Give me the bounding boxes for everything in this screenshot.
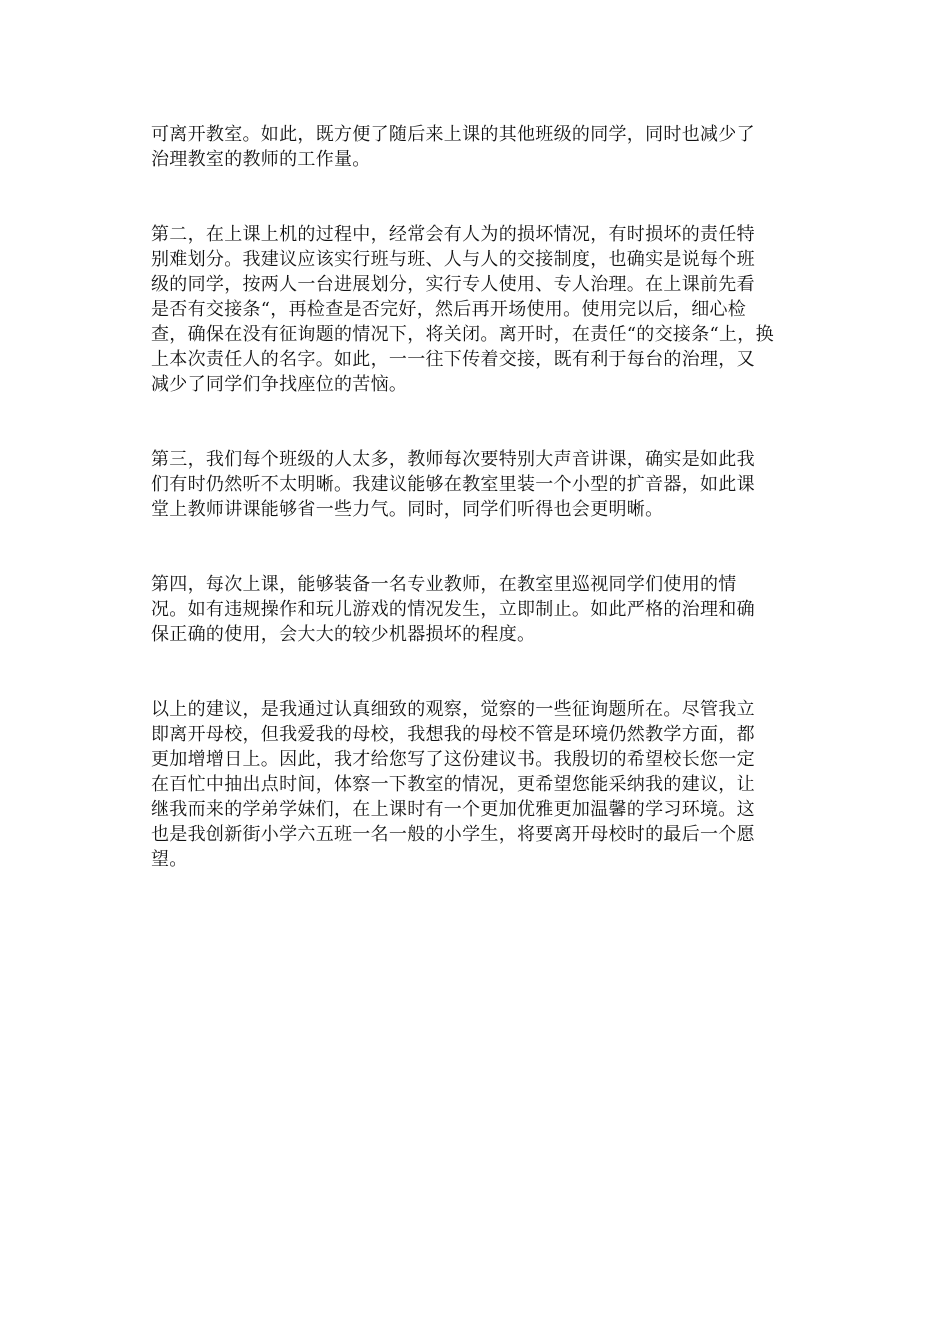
text-line: 减少了同学们争找座位的苦恼。 — [151, 374, 408, 395]
text-line: 即离开母校，但我爱我的母校，我想我的母校不管是环境仍然教学方面，都 — [151, 724, 755, 745]
text-line: 级的同学，按两人一台进展划分，实行专人使用、专人治理。在上课前先看 — [151, 274, 755, 295]
text-line: 第二，在上课上机的过程中，经常会有人为的损坏情况，有时损坏的责任特 — [151, 224, 755, 245]
text-line: 望。 — [151, 849, 188, 870]
text-line: 第四，每次上课，能够装备一名专业教师，在教室里巡视同学们使用的情 — [151, 574, 737, 595]
paragraph-spacer — [151, 647, 801, 697]
text-line: 更加增增日上。因此，我才给您写了这份建议书。我殷切的希望校长您一定 — [151, 749, 755, 770]
paragraph-second — [151, 222, 801, 397]
text-line: 可离开教室。如此，既方便了随后来上课的其他班级的同学，同时也减少了 — [151, 124, 755, 145]
paragraph-spacer — [151, 522, 801, 572]
text-line: 况。如有违规操作和玩儿游戏的情况发生，立即制止。如此严格的治理和确 — [151, 599, 755, 620]
text-line: 继我而来的学弟学妹们，在上课时有一个更加优雅更加温馨的学习环境。这 — [151, 799, 755, 820]
text-line: 治理教室的教师的工作量。 — [151, 149, 371, 170]
text-line: 是否有交接条“，再检查是否完好，然后再开场使用。使用完以后，细心检 — [151, 299, 747, 320]
paragraph-conclusion — [151, 697, 801, 872]
paragraph-third — [151, 447, 801, 522]
paragraph-spacer — [151, 172, 801, 222]
document-body — [151, 122, 801, 872]
text-line: 保正确的使用，会大大的较少机器损坏的程度。 — [151, 624, 536, 645]
text-line: 以上的建议，是我通过认真细致的观察，觉察的一些征询题所在。尽管我立 — [151, 699, 755, 720]
paragraph-continuation — [151, 122, 801, 172]
text-line: 们有时仍然听不太明晰。我建议能够在教室里装一个小型的扩音器，如此课 — [151, 474, 755, 495]
text-line: 也是我创新街小学六五班一名一般的小学生，将要离开母校时的最后一个愿 — [151, 824, 755, 845]
text-line: 在百忙中抽出点时间，体察一下教室的情况，更希望您能采纳我的建议，让 — [151, 774, 755, 795]
paragraph-fourth — [151, 572, 801, 647]
text-line: 上本次责任人的名字。如此，一一往下传着交接，既有利于每台的治理，又 — [151, 349, 755, 370]
text-line: 查，确保在没有征询题的情况下，将关闭。离开时，在责任“的交接条“上，换 — [151, 324, 774, 345]
paragraph-spacer — [151, 397, 801, 447]
text-line: 别难划分。我建议应该实行班与班、人与人的交接制度，也确实是说每个班 — [151, 249, 755, 270]
text-line: 堂上教师讲课能够省一些力气。同时，同学们听得也会更明晰。 — [151, 499, 664, 520]
text-line: 第三，我们每个班级的人太多，教师每次要特别大声音讲课，确实是如此我 — [151, 449, 755, 470]
